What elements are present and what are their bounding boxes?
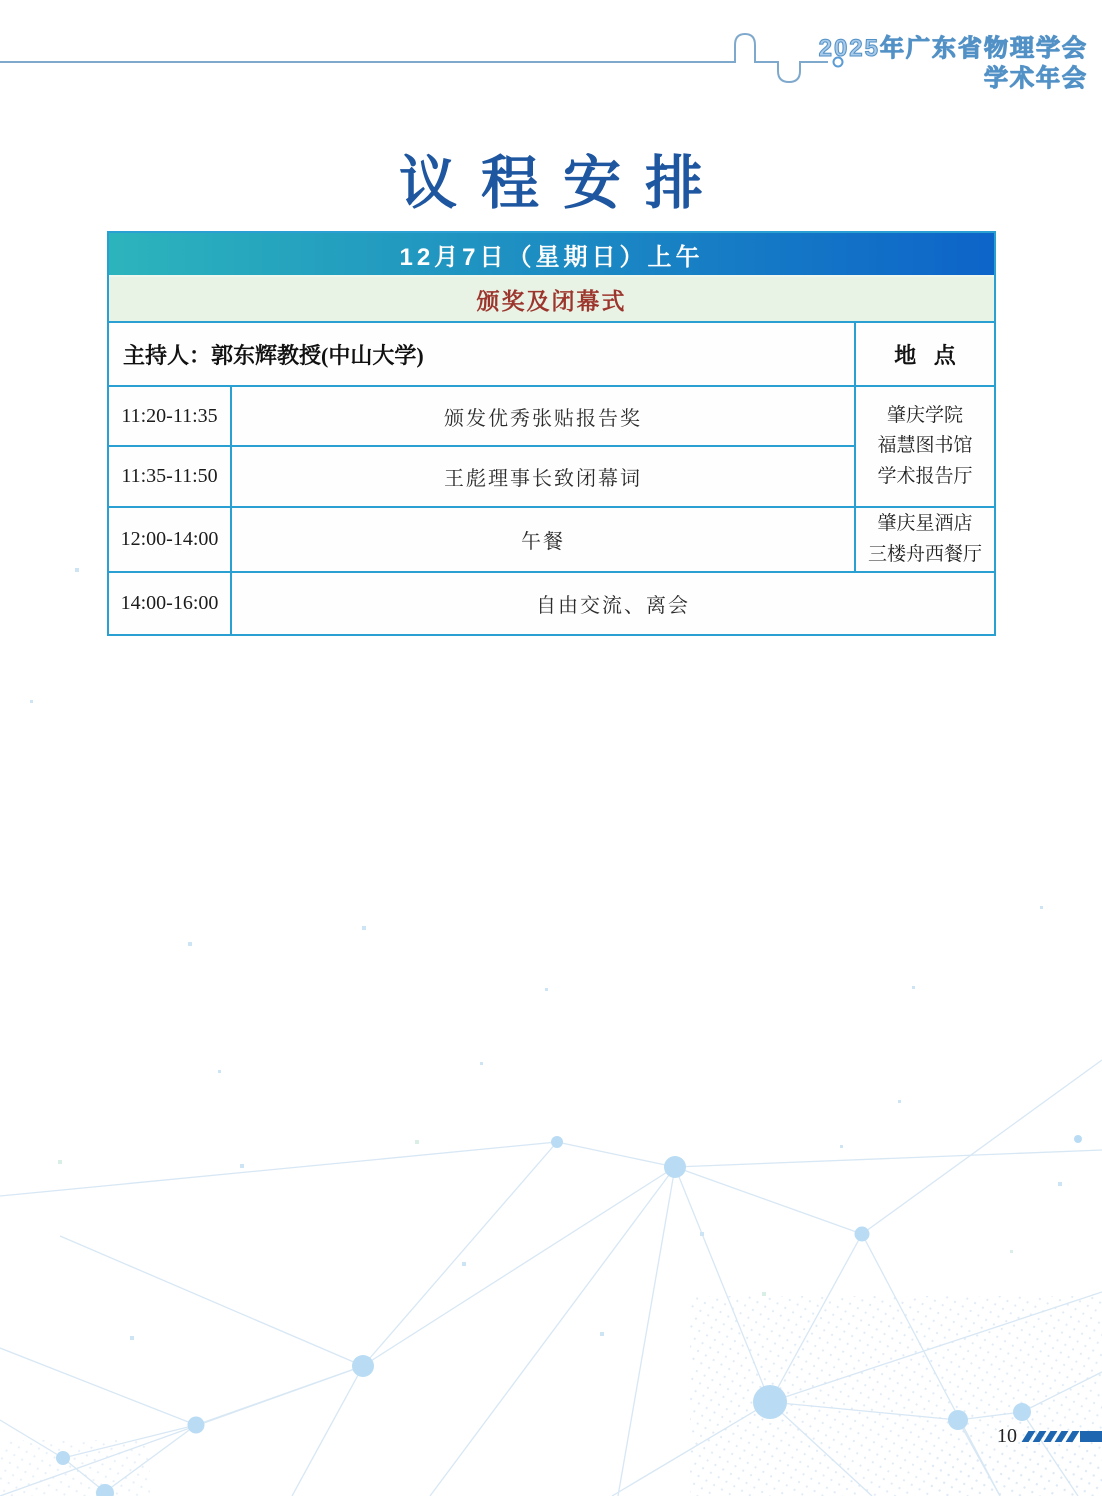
ceremony-subheader: 颁奖及闭幕式 xyxy=(109,277,994,323)
location-header-cell: 地 点 xyxy=(856,323,994,387)
content-cell: 自由交流、离会 xyxy=(232,573,994,634)
footer-slashes-decoration xyxy=(1025,1431,1102,1442)
venue1-line2: 福慧图书馆 xyxy=(877,435,973,457)
venue2-line1: 肇庆星酒店 xyxy=(877,513,973,535)
venue2-line2: 三楼舟西餐厅 xyxy=(867,543,982,565)
agenda-table xyxy=(107,231,996,636)
agenda-grid xyxy=(109,323,994,634)
page-title: 议程安排 xyxy=(398,151,727,216)
time-cell: 11:20-11:35 xyxy=(109,387,232,447)
page-number: 10 xyxy=(997,1425,1017,1447)
event-logo xyxy=(819,34,1088,94)
content-cell: 颁发优秀张贴报告奖 xyxy=(232,387,856,447)
time-cell: 12:00-14:00 xyxy=(109,508,232,573)
content-cell: 午餐 xyxy=(232,508,856,573)
time-cell: 14:00-16:00 xyxy=(109,573,232,634)
event-logo-line2: 学术年会 xyxy=(984,65,1088,92)
session-header: 12月7日（星期日）上午 xyxy=(109,233,994,277)
location-cell-venue2 xyxy=(856,508,994,573)
host-cell: 主持人：郭东辉教授(中山大学) xyxy=(109,323,856,387)
venue1-line1: 肇庆学院 xyxy=(886,404,963,426)
page-footer xyxy=(997,1425,1102,1448)
venue1-line3: 学术报告厅 xyxy=(877,465,973,487)
time-cell: 11:35-11:50 xyxy=(109,447,232,508)
event-logo-line1: 2025年广东省物理学会 xyxy=(818,35,1088,62)
location-cell-venue1 xyxy=(856,387,994,508)
content-cell: 王彪理事长致闭幕词 xyxy=(232,447,856,508)
